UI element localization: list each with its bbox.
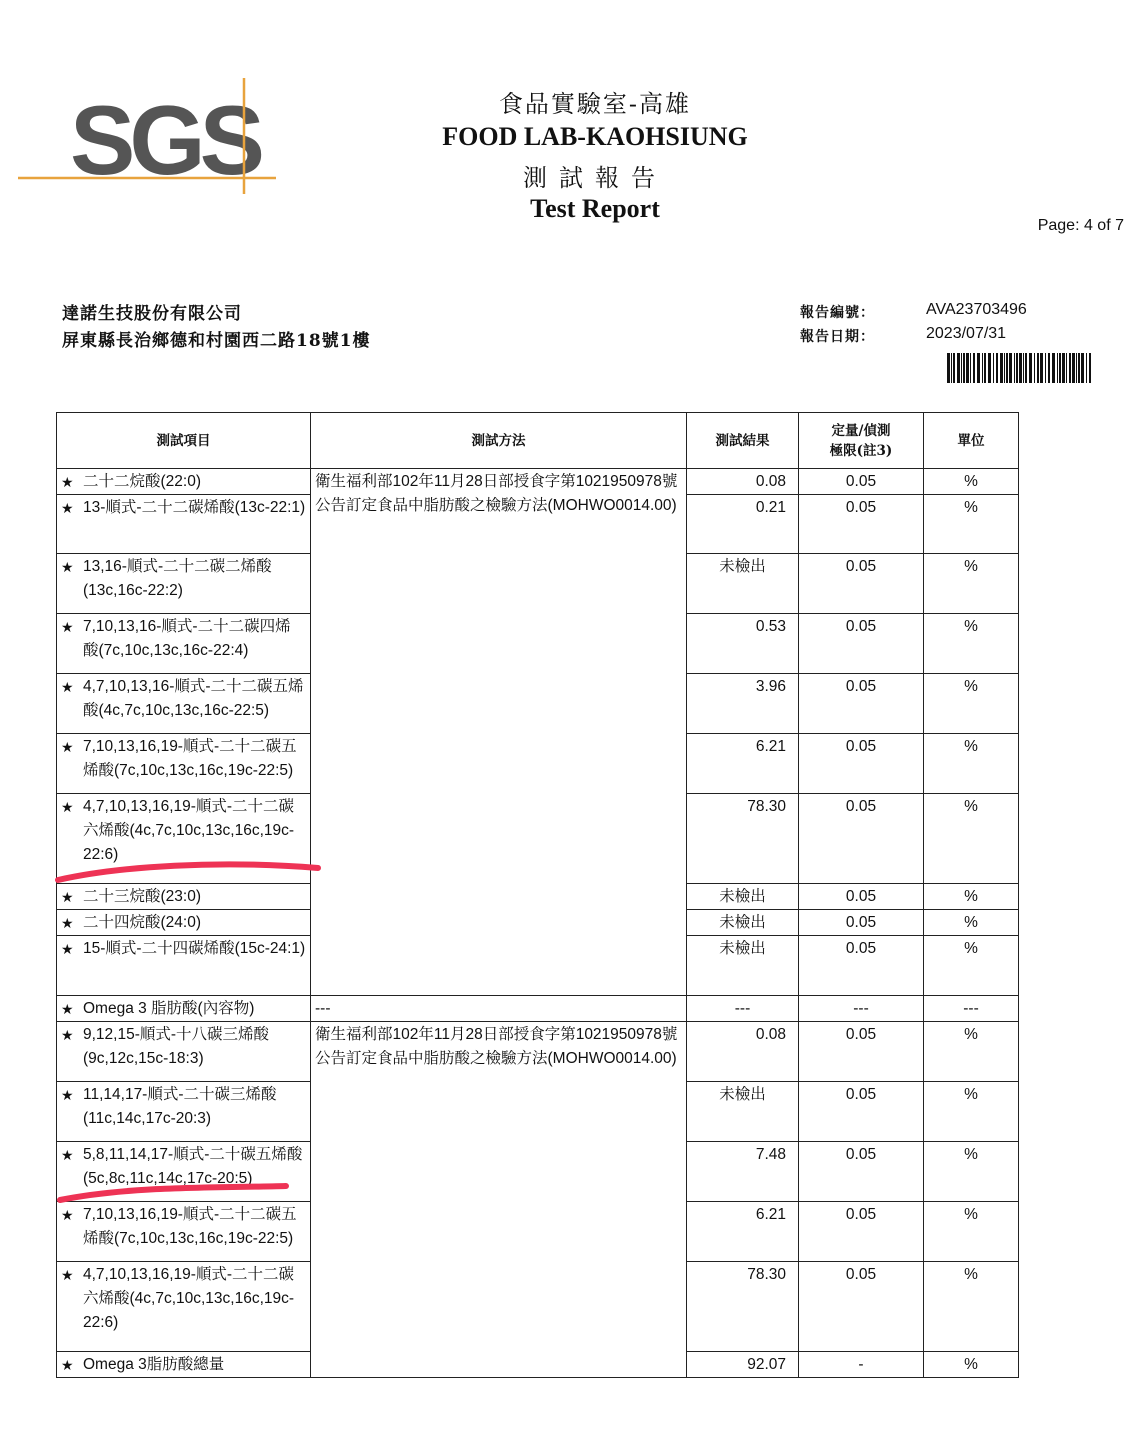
- star-icon: ★: [61, 1001, 74, 1017]
- unit-cell: [924, 1022, 1019, 1082]
- report-title-zh: 測試報告: [523, 164, 667, 192]
- barcode-bar: [1037, 353, 1039, 383]
- unit-value: %: [964, 1146, 978, 1163]
- item-name: Omega 3脂肪酸總量: [83, 1356, 225, 1373]
- unit-cell: [924, 910, 1019, 936]
- limit-cell: [799, 1022, 924, 1082]
- report-date-label: 報告日期：: [800, 329, 875, 345]
- unit-cell: [924, 1142, 1019, 1202]
- result-value: 未檢出: [719, 888, 766, 905]
- result-cell: [687, 554, 799, 614]
- item-cell: [57, 910, 311, 936]
- unit-cell: [924, 884, 1019, 910]
- results-table: [56, 412, 1019, 1378]
- barcode-bar: [1081, 353, 1084, 383]
- result-cell: [687, 910, 799, 936]
- result-cell: [687, 469, 799, 495]
- limit-cell: [799, 910, 924, 936]
- barcode-bar: [1025, 353, 1027, 383]
- item-cell: [57, 674, 311, 734]
- unit-cell: [924, 996, 1019, 1022]
- result-cell: [687, 734, 799, 794]
- unit-value: %: [964, 499, 978, 516]
- method-cell: [311, 1022, 687, 1378]
- report-title-en: Test Report: [530, 194, 660, 223]
- item-name: 二十三烷酸(23:0): [83, 888, 201, 905]
- unit-value: %: [964, 618, 978, 635]
- item-cell: [57, 1082, 311, 1142]
- result-cell: [687, 884, 799, 910]
- limit-cell: [799, 554, 924, 614]
- unit-value: ---: [963, 1000, 979, 1017]
- star-icon: ★: [61, 559, 74, 575]
- limit-value: 0.05: [845, 1146, 877, 1163]
- report-number-label: 報告編號：: [800, 305, 875, 321]
- limit-value: ---: [853, 1000, 869, 1017]
- result-value: 3.96: [755, 678, 786, 695]
- item-name: 二十四烷酸(24:0): [83, 914, 201, 931]
- limit-value: 0.05: [845, 914, 877, 931]
- client-company: 達諾生技股份有限公司: [62, 304, 242, 324]
- limit-value: 0.05: [845, 678, 877, 695]
- item-cell: [57, 469, 311, 495]
- barcode-bar: [993, 353, 994, 383]
- result-value: 未檢出: [719, 558, 766, 575]
- item-cell: [57, 1022, 311, 1082]
- star-icon: ★: [61, 500, 74, 516]
- barcode-bar: [970, 353, 971, 383]
- header-item: 測試項目: [57, 413, 311, 469]
- barcode-bar: [966, 353, 969, 383]
- barcode-bar: [1072, 353, 1075, 383]
- barcode-bar: [1006, 353, 1008, 383]
- barcode-bar: [996, 353, 998, 383]
- limit-value: 0.05: [845, 738, 877, 755]
- unit-cell: [924, 936, 1019, 996]
- limit-cell: [799, 614, 924, 674]
- barcode-bar: [982, 353, 983, 383]
- unit-value: %: [964, 1086, 978, 1103]
- unit-cell: [924, 1082, 1019, 1142]
- limit-cell: [799, 936, 924, 996]
- barcode-bar: [963, 353, 965, 383]
- star-icon: ★: [61, 619, 74, 635]
- limit-value: 0.05: [845, 558, 877, 575]
- barcode-bar: [984, 353, 986, 383]
- unit-cell: [924, 1262, 1019, 1352]
- star-icon: ★: [61, 1267, 74, 1283]
- barcode-bar: [1009, 353, 1012, 383]
- item-cell: [57, 495, 311, 554]
- result-cell: [687, 1082, 799, 1142]
- result-value: 78.30: [747, 1266, 786, 1283]
- method-cell: [311, 469, 687, 996]
- limit-cell: [799, 734, 924, 794]
- limit-cell: [799, 1202, 924, 1262]
- result-value: ---: [734, 1000, 751, 1017]
- unit-cell: [924, 469, 1019, 495]
- item-name: 二十二烷酸(22:0): [83, 473, 201, 490]
- limit-value: 0.05: [845, 618, 877, 635]
- header-limit: 定量/偵測 極限(註3): [799, 413, 924, 469]
- lab-name-en: FOOD LAB-KAOHSIUNG: [442, 122, 748, 151]
- limit-value: 0.05: [845, 798, 877, 815]
- page-number: Page: 4 of 7: [1037, 217, 1124, 234]
- barcode-bar: [953, 353, 955, 383]
- header-unit: 單位: [924, 413, 1019, 469]
- report-number: AVA23703496: [926, 301, 1027, 318]
- result-value: 6.21: [755, 1206, 786, 1223]
- method-text: ---: [315, 1000, 331, 1017]
- item-cell: [57, 996, 311, 1022]
- star-icon: ★: [61, 889, 74, 905]
- unit-cell: [924, 614, 1019, 674]
- barcode-bar: [1052, 353, 1055, 383]
- unit-cell: [924, 794, 1019, 884]
- table-row: [57, 469, 1019, 495]
- unit-value: %: [964, 914, 978, 931]
- result-value: 未檢出: [719, 914, 766, 931]
- item-cell: [57, 734, 311, 794]
- unit-cell: [924, 674, 1019, 734]
- limit-value: 0.05: [845, 1026, 877, 1043]
- item-cell: [57, 1142, 311, 1202]
- unit-value: %: [964, 1206, 978, 1223]
- barcode-bar: [1004, 353, 1005, 383]
- unit-value: %: [964, 678, 978, 695]
- barcode-bar: [1019, 353, 1022, 383]
- unit-value: %: [964, 1266, 978, 1283]
- barcode-bar: [1078, 353, 1080, 383]
- barcode-bar: [1014, 353, 1015, 383]
- star-icon: ★: [61, 739, 74, 755]
- barcode-bar: [1016, 353, 1018, 383]
- limit-cell: [799, 794, 924, 884]
- star-icon: ★: [61, 1087, 74, 1103]
- result-value: 未檢出: [719, 940, 766, 957]
- item-name: 4,7,10,13,16,19-順式-二十二碳六烯酸(4c,7c,10c,13c,16c,19c-22:6): [83, 798, 295, 863]
- sgs-logo: [18, 78, 280, 196]
- unit-value: %: [964, 1026, 978, 1043]
- barcode-bar: [1066, 353, 1067, 383]
- unit-value: %: [964, 888, 978, 905]
- star-icon: ★: [61, 941, 74, 957]
- header-method: 測試方法: [311, 413, 687, 469]
- sgs-logo-text: SGS: [70, 85, 259, 195]
- barcode-bar: [1086, 353, 1087, 383]
- limit-cell: [799, 996, 924, 1022]
- result-value: 未檢出: [719, 1086, 766, 1103]
- header-result: 測試結果: [687, 413, 799, 469]
- table-row: [57, 1022, 1019, 1082]
- item-name: 13,16-順式-二十二碳二烯酸(13c,16c-22:2): [83, 558, 272, 599]
- result-value: 78.30: [747, 798, 786, 815]
- star-icon: ★: [61, 1357, 74, 1373]
- barcode-bar: [1000, 353, 1003, 383]
- limit-value: 0.05: [845, 499, 877, 516]
- item-cell: [57, 936, 311, 996]
- table-row: [57, 996, 1019, 1022]
- result-value: 0.53: [755, 618, 786, 635]
- item-name: 4,7,10,13,16-順式-二十二碳五烯酸(4c,7c,10c,13c,16c-22:5): [83, 678, 304, 719]
- unit-cell: [924, 495, 1019, 554]
- unit-cell: [924, 1352, 1019, 1378]
- item-name: 13-順式-二十二碳烯酸(13c-22:1): [83, 499, 306, 516]
- barcode-bar: [977, 353, 980, 383]
- item-cell: [57, 614, 311, 674]
- barcode-bar: [1048, 353, 1050, 383]
- limit-value: 0.05: [845, 1206, 877, 1223]
- limit-cell: [799, 884, 924, 910]
- barcode-bar: [1034, 353, 1035, 383]
- result-cell: [687, 936, 799, 996]
- method-cell: [311, 996, 687, 1022]
- star-icon: ★: [61, 915, 74, 931]
- result-cell: [687, 1262, 799, 1352]
- star-icon: ★: [61, 474, 74, 490]
- item-cell: [57, 1352, 311, 1378]
- barcode-bar: [1023, 353, 1024, 383]
- barcode-bar: [947, 353, 950, 383]
- limit-cell: [799, 495, 924, 554]
- method-text: 衛生福利部102年11月28日部授食字第1021950978號公告訂定食品中脂肪酸之檢驗方法(MOHWO0014.00): [315, 1026, 678, 1067]
- barcode-bar: [957, 353, 960, 383]
- barcode-bar: [1029, 353, 1032, 383]
- result-cell: [687, 1142, 799, 1202]
- limit-value: -: [858, 1356, 864, 1373]
- result-cell: [687, 1022, 799, 1082]
- limit-value: 0.05: [845, 1086, 877, 1103]
- result-cell: [687, 674, 799, 734]
- unit-value: %: [964, 940, 978, 957]
- unit-value: %: [964, 738, 978, 755]
- barcode-bar: [973, 353, 975, 383]
- unit-value: %: [964, 473, 978, 490]
- barcode-image: [947, 353, 1095, 383]
- result-value: 0.08: [755, 1026, 786, 1043]
- limit-cell: [799, 674, 924, 734]
- result-value: 7.48: [755, 1146, 786, 1163]
- result-cell: [687, 614, 799, 674]
- item-name: 7,10,13,16-順式-二十二碳四烯酸(7c,10c,13c,16c-22:4): [83, 618, 291, 659]
- barcode-bar: [1069, 353, 1071, 383]
- item-name: 9,12,15-順式-十八碳三烯酸(9c,12c,15c-18:3): [83, 1026, 270, 1067]
- limit-cell: [799, 469, 924, 495]
- barcode-bar: [961, 353, 962, 383]
- result-value: 92.07: [747, 1356, 786, 1373]
- item-cell: [57, 794, 311, 884]
- item-name: 15-順式-二十四碳烯酸(15c-24:1): [83, 940, 306, 957]
- item-cell: [57, 1262, 311, 1352]
- item-cell: [57, 554, 311, 614]
- item-name: 7,10,13,16,19-順式-二十二碳五烯酸(7c,10c,13c,16c,19c-22:5): [83, 738, 297, 779]
- item-cell: [57, 884, 311, 910]
- unit-cell: [924, 1202, 1019, 1262]
- client-address: 屏東縣長治鄉德和村園西二路18號1樓: [62, 331, 371, 351]
- item-name: 5,8,11,14,17-順式-二十碳五烯酸(5c,8c,11c,14c,17c-20:5): [83, 1146, 303, 1187]
- result-cell: [687, 1202, 799, 1262]
- limit-value: 0.05: [845, 888, 877, 905]
- unit-value: %: [964, 558, 978, 575]
- barcode-bar: [988, 353, 991, 383]
- item-name: 7,10,13,16,19-順式-二十二碳五烯酸(7c,10c,13c,16c,19c-22:5): [83, 1206, 297, 1247]
- barcode-bar: [1076, 353, 1077, 383]
- star-icon: ★: [61, 1207, 74, 1223]
- unit-value: %: [964, 1356, 978, 1373]
- result-value: 6.21: [755, 738, 786, 755]
- barcode-bar: [951, 353, 952, 383]
- result-value: 0.21: [755, 499, 786, 516]
- item-name: 4,7,10,13,16,19-順式-二十二碳六烯酸(4c,7c,10c,13c,16c,19c-22:6): [83, 1266, 295, 1331]
- limit-value: 0.05: [845, 940, 877, 957]
- result-cell: [687, 996, 799, 1022]
- result-cell: [687, 794, 799, 884]
- limit-cell: [799, 1262, 924, 1352]
- unit-cell: [924, 554, 1019, 614]
- limit-cell: [799, 1082, 924, 1142]
- star-icon: ★: [61, 799, 74, 815]
- barcode-bar: [1045, 353, 1046, 383]
- limit-cell: [799, 1142, 924, 1202]
- result-cell: [687, 1352, 799, 1378]
- limit-value: 0.05: [845, 473, 877, 490]
- item-name: Omega 3 脂肪酸(內容物): [83, 1000, 255, 1017]
- star-icon: ★: [61, 1027, 74, 1043]
- item-cell: [57, 1202, 311, 1262]
- result-cell: [687, 495, 799, 554]
- barcode-bar: [1059, 353, 1061, 383]
- result-value: 0.08: [755, 473, 786, 490]
- report-date: 2023/07/31: [926, 325, 1007, 342]
- barcode-bar: [1062, 353, 1065, 383]
- barcode-bar: [1089, 353, 1091, 383]
- lab-name-zh: 食品實驗室-高雄: [498, 90, 692, 118]
- item-name: 11,14,17-順式-二十碳三烯酸(11c,14c,17c-20:3): [83, 1086, 277, 1127]
- barcode-bar: [1040, 353, 1043, 383]
- unit-value: %: [964, 798, 978, 815]
- star-icon: ★: [61, 1147, 74, 1163]
- unit-cell: [924, 734, 1019, 794]
- barcode-bar: [1057, 353, 1058, 383]
- limit-cell: [799, 1352, 924, 1378]
- limit-value: 0.05: [845, 1266, 877, 1283]
- method-text: 衛生福利部102年11月28日部授食字第1021950978號公告訂定食品中脂肪酸之檢驗方法(MOHWO0014.00): [315, 473, 678, 514]
- star-icon: ★: [61, 679, 74, 695]
